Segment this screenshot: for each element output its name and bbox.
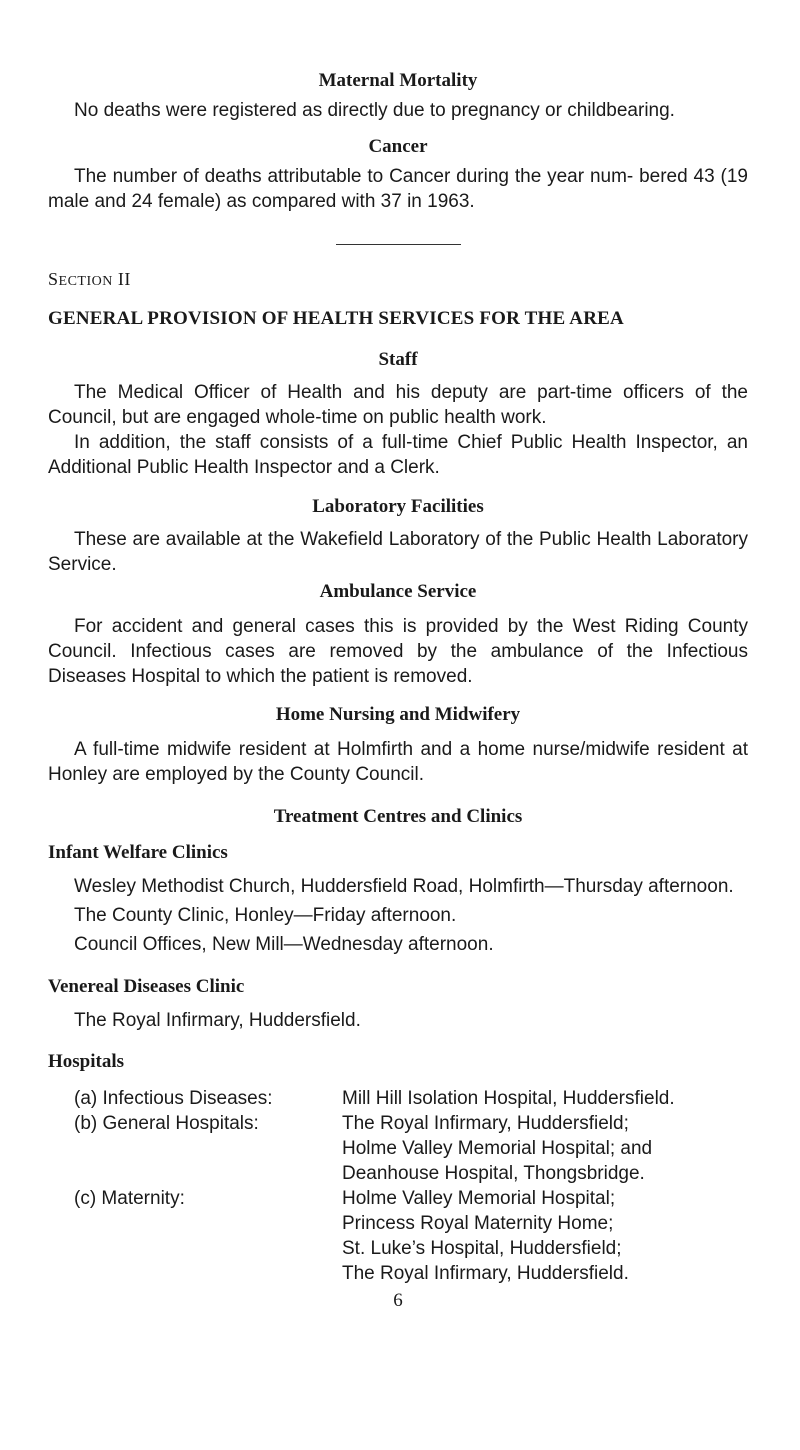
section-title: GENERAL PROVISION OF HEALTH SERVICES FOR THE AREA bbox=[48, 308, 624, 329]
laboratory-heading: Laboratory Facilities bbox=[312, 496, 484, 517]
maternal-mortality-text: No deaths were registered as directly due to pregnancy or childbearing. bbox=[74, 100, 675, 121]
infant-welfare-list bbox=[48, 874, 748, 957]
hospital-row bbox=[48, 1111, 748, 1186]
cancer-heading: Cancer bbox=[368, 136, 428, 157]
ambulance-text: For accident and general cases this is provided by the West Riding County Council. Infectious cases are removed by the ambulance of the Infectious Diseases Hospital to which the patient is removed. bbox=[48, 616, 748, 687]
hospital-entry: The Royal Infirmary, Huddersfield. bbox=[342, 1263, 629, 1284]
hospital-entry: St. Luke’s Hospital, Huddersfield; bbox=[342, 1238, 622, 1259]
hospital-category: (a) Infectious Diseases: bbox=[74, 1088, 273, 1109]
infant-welfare-item: The County Clinic, Honley—Friday afternoon. bbox=[74, 905, 457, 926]
infant-welfare-item: Wesley Methodist Church, Huddersfield Road, Holmfirth—Thursday afternoon. bbox=[74, 876, 734, 897]
section-label-initial: S bbox=[48, 269, 59, 289]
section-label-rest: ECTION bbox=[58, 274, 113, 289]
hospital-row bbox=[48, 1086, 748, 1111]
home-nursing-heading: Home Nursing and Midwifery bbox=[275, 704, 521, 725]
cancer-text: The number of deaths attributable to Cancer during the year num- bered 43 (19 male and 24 female) as compared with 37 in 1963. bbox=[48, 166, 748, 212]
hospitals-list bbox=[48, 1086, 748, 1286]
section-divider bbox=[336, 244, 461, 245]
hospital-entry: The Royal Infirmary, Huddersfield; bbox=[342, 1113, 629, 1134]
hospitals-heading: Hospitals bbox=[48, 1051, 125, 1072]
hospital-entry: Mill Hill Isolation Hospital, Huddersfield. bbox=[342, 1088, 675, 1109]
treatment-heading: Treatment Centres and Clinics bbox=[273, 806, 523, 827]
section-label bbox=[48, 267, 748, 294]
laboratory-text: These are available at the Wakefield Laboratory of the Public Health Laboratory Service. bbox=[48, 529, 748, 575]
infant-welfare-heading: Infant Welfare Clinics bbox=[48, 842, 228, 863]
maternal-mortality-heading: Maternal Mortality bbox=[318, 70, 478, 91]
section-label-number: II bbox=[117, 269, 131, 289]
venereal-text: The Royal Infirmary, Huddersfield. bbox=[74, 1010, 361, 1031]
hospital-category: (b) General Hospitals: bbox=[74, 1113, 259, 1134]
staff-heading: Staff bbox=[378, 349, 418, 370]
hospital-entry: Holme Valley Memorial Hospital; and bbox=[342, 1138, 653, 1159]
hospital-category: (c) Maternity: bbox=[74, 1188, 185, 1209]
page-number: 6 bbox=[393, 1290, 403, 1311]
document-page bbox=[48, 68, 748, 1313]
ambulance-heading: Ambulance Service bbox=[319, 581, 477, 602]
hospital-entry: Deanhouse Hospital, Thongsbridge. bbox=[342, 1163, 645, 1184]
hospital-entries bbox=[342, 1086, 748, 1111]
staff-para-1: The Medical Officer of Health and his deputy are part-time officers of the Council, but are engaged whole-time on public health work. bbox=[48, 382, 748, 428]
hospital-entry: Holme Valley Memorial Hospital; bbox=[342, 1188, 616, 1209]
hospital-row bbox=[48, 1186, 748, 1286]
infant-welfare-item: Council Offices, New Mill—Wednesday afternoon. bbox=[74, 934, 494, 955]
hospital-entries bbox=[342, 1111, 748, 1186]
staff-para-2: In addition, the staff consists of a full-time Chief Public Health Inspector, an Additional Public Health Inspector and a Clerk. bbox=[48, 432, 748, 478]
hospital-entries bbox=[342, 1186, 748, 1286]
hospital-entry: Princess Royal Maternity Home; bbox=[342, 1213, 614, 1234]
venereal-heading: Venereal Diseases Clinic bbox=[48, 976, 245, 997]
home-nursing-text: A full-time midwife resident at Holmfirth and a home nurse/midwife resident at Honley are employed by the County Council. bbox=[48, 739, 748, 785]
